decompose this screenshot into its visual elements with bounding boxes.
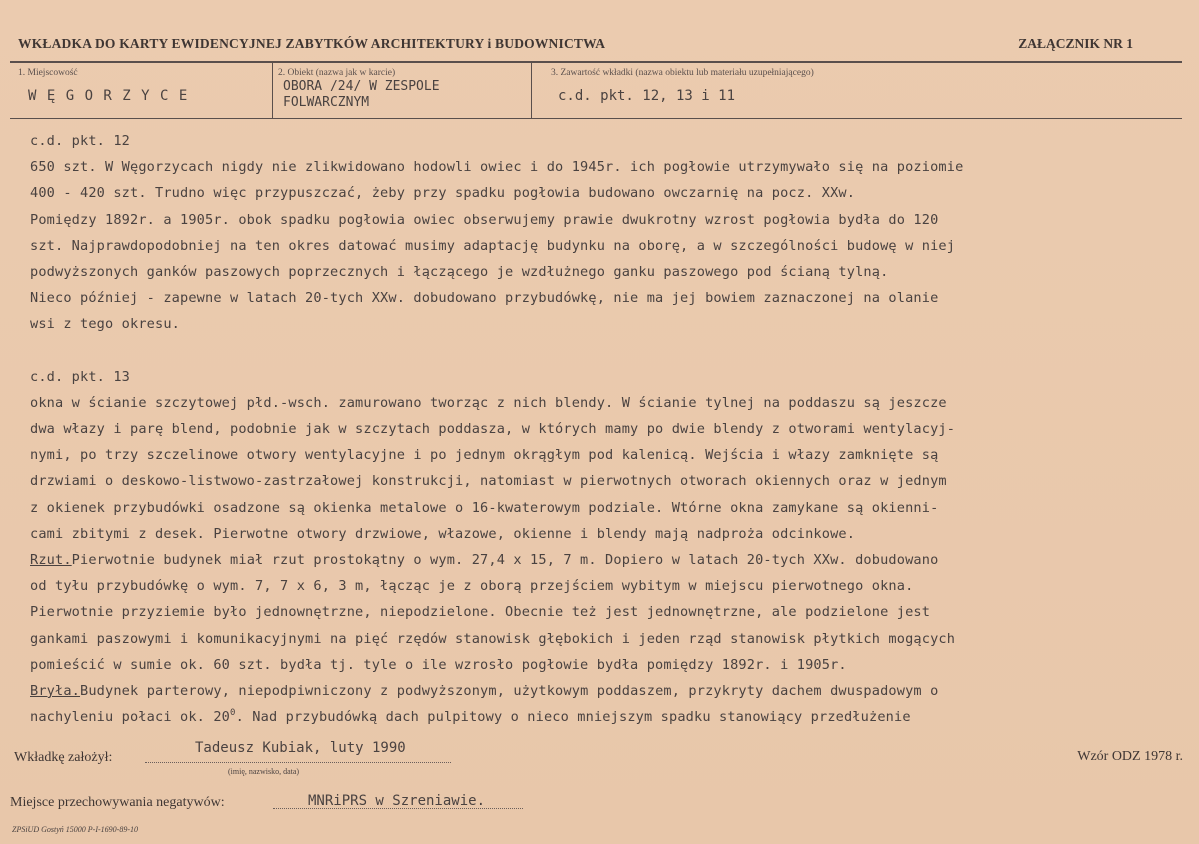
text-line: okna w ścianie szczytowej płd.-wsch. zamurowano tworząc z nich blendy. W ścianie tylnej na poddaszu są jeszcze bbox=[30, 394, 947, 411]
founder-value: Tadeusz Kubiak, luty 1990 bbox=[195, 740, 406, 756]
content-value: c.d. pkt. 12, 13 i 11 bbox=[558, 88, 736, 104]
bryla-text-post: . Nad przybudówką dach pulpitowy o nieco mniejszym spadku stanowiący przedłużenie bbox=[235, 709, 911, 726]
top-rule bbox=[10, 61, 1182, 63]
text-line: dwa włazy i parę blend, podobnie jak w szczytach poddasza, w których mamy po dwie blendy z otworami wentylacyj- bbox=[30, 421, 956, 438]
text-line: Nieco później - zapewne w latach 20-tych XXw. dobudowano przybudówkę, nie ma jej bowiem zaznaczonej na olanie bbox=[30, 290, 939, 307]
text-line bbox=[30, 678, 1180, 704]
text-line: 400 - 420 szt. Trudno więc przypuszczać, żeby przy spadku pogłowia budowano owczarnię na pocz. XXw. bbox=[30, 185, 856, 202]
text-line: drzwiami o deskowo-listwowo-zastrzałowej konstrukcji, natomiast w pierwotnych otworach okiennych oraz w jednym bbox=[30, 473, 947, 490]
text-line bbox=[30, 704, 1180, 730]
fields-bottom-rule bbox=[10, 118, 1182, 119]
text-line: pomieścić w sumie ok. 60 szt. bydła tj. tyle o ile wzrosło pogłowie bydła pomiędzy 1892r. i 1905r. bbox=[30, 656, 847, 673]
text-line: c.d. pkt. 12 bbox=[30, 133, 131, 149]
degree-superscript: 0 bbox=[230, 708, 236, 719]
text-line: Pierwotnie przyziemie było jednownętrzne, niepodzielone. Obecnie też jest jednownętrzne, ale podzielone jest bbox=[30, 604, 931, 621]
field-divider-2 bbox=[531, 63, 532, 118]
founder-dotted-line bbox=[145, 762, 451, 763]
body-text bbox=[30, 128, 1180, 730]
text-line: gankami paszowymi i komunikacyjnymi na pięć rzędów stanowisk głębokich i jeden rząd stanowisk płytkich mogących bbox=[30, 630, 956, 647]
bryla-heading: Bryła. bbox=[30, 682, 81, 699]
text-line bbox=[30, 338, 1180, 364]
text-line: nymi, po trzy szczelinowe otwory wentylacyjne i po jednym okrągłym pod kalenicą. Wejścia i włazy zamknięte są bbox=[30, 447, 939, 464]
object-value-line2: FOLWARCZNYM bbox=[283, 95, 370, 110]
rzut-heading: Rzut. bbox=[30, 552, 72, 568]
text-line: Pomiędzy 1892r. a 1905r. obok spadku pogłowia owiec obserwujemy prawie dwukrotny wzrost pogłowia bydła do 120 bbox=[30, 211, 939, 228]
text-line: podwyższonych ganków paszowych poprzecznych i łączącego je wzdłużnego ganku paszowego pod ścianą tylną. bbox=[30, 263, 889, 280]
text-line: z okienek przybudówki osadzone są okienka metalowe o 16-kwaterowym podziale. Wtórne okna zamykane są okienni- bbox=[30, 499, 939, 516]
negatives-label: Miejsce przechowywania negatywów: bbox=[10, 795, 225, 810]
negatives-value: MNRiPRS w Szreniawie. bbox=[308, 793, 486, 809]
object-label: 2. Obiekt (nazwa jak w karcie) bbox=[278, 68, 396, 78]
object-value-line1: OBORA /24/ W ZESPOLE bbox=[283, 79, 440, 94]
text-line: 650 szt. W Węgorzycach nigdy nie zlikwidowano hodowli owiec i do 1945r. ich pogłowie utrzymywało się na poziomie bbox=[30, 159, 964, 176]
form-model: Wzór ODZ 1978 r. bbox=[1077, 749, 1183, 764]
founder-caption: (imię, nazwisko, data) bbox=[228, 767, 300, 776]
text-line: wsi z tego okresu. bbox=[30, 316, 181, 333]
text-line: cami zbitymi z desek. Pierwotne otwory drzwiowe, włazowe, okienne i blendy mają nadproża odcinkowe. bbox=[30, 525, 856, 542]
text-line: c.d. pkt. 13 bbox=[30, 368, 131, 385]
form-title: WKŁADKA DO KARTY EWIDENCYJNEJ ZABYTKÓW ARCHITEKTURY i BUDOWNICTWA bbox=[18, 36, 606, 51]
founder-label: Wkładkę założył: bbox=[14, 750, 113, 765]
locality-value: W Ę G O R Z Y C E bbox=[28, 88, 189, 104]
text-line: od tyłu przybudówkę o wym. 7, 7 x 6, 3 m, łącząc je z oborą przejściem wybitym w miejscu pierwotnego okna. bbox=[30, 578, 914, 595]
annex-number: ZAŁĄCZNIK NR 1 bbox=[1018, 36, 1133, 51]
bryla-text: Budynek parterowy, niepodpiwniczony z podwyższonym, użytkowym poddaszem, przykryty dachem dwuspadowym o bbox=[80, 682, 939, 699]
printer-imprint: ZPSiUD Gostyń 15000 P-I-1690-89-10 bbox=[12, 825, 138, 834]
text-line bbox=[30, 547, 1180, 573]
text-line: szt. Najprawdopodobniej na ten okres datować musimy adaptację budynku na oborę, a w szczególności budowę w niej bbox=[30, 237, 956, 254]
locality-label: 1. Miejscowość bbox=[18, 68, 78, 78]
rzut-text: Pierwotnie budynek miał rzut prostokątny o wym. 27,4 x 15, 7 m. Dopiero w latach 20-tych XXw. dobudowano bbox=[71, 552, 939, 568]
field-divider-1 bbox=[272, 63, 273, 118]
content-label: 3. Zawartość wkładki (nazwa obiektu lub materiału uzupełniającego) bbox=[551, 68, 814, 78]
bryla-text-pre: nachyleniu połaci ok. 20 bbox=[30, 709, 231, 726]
